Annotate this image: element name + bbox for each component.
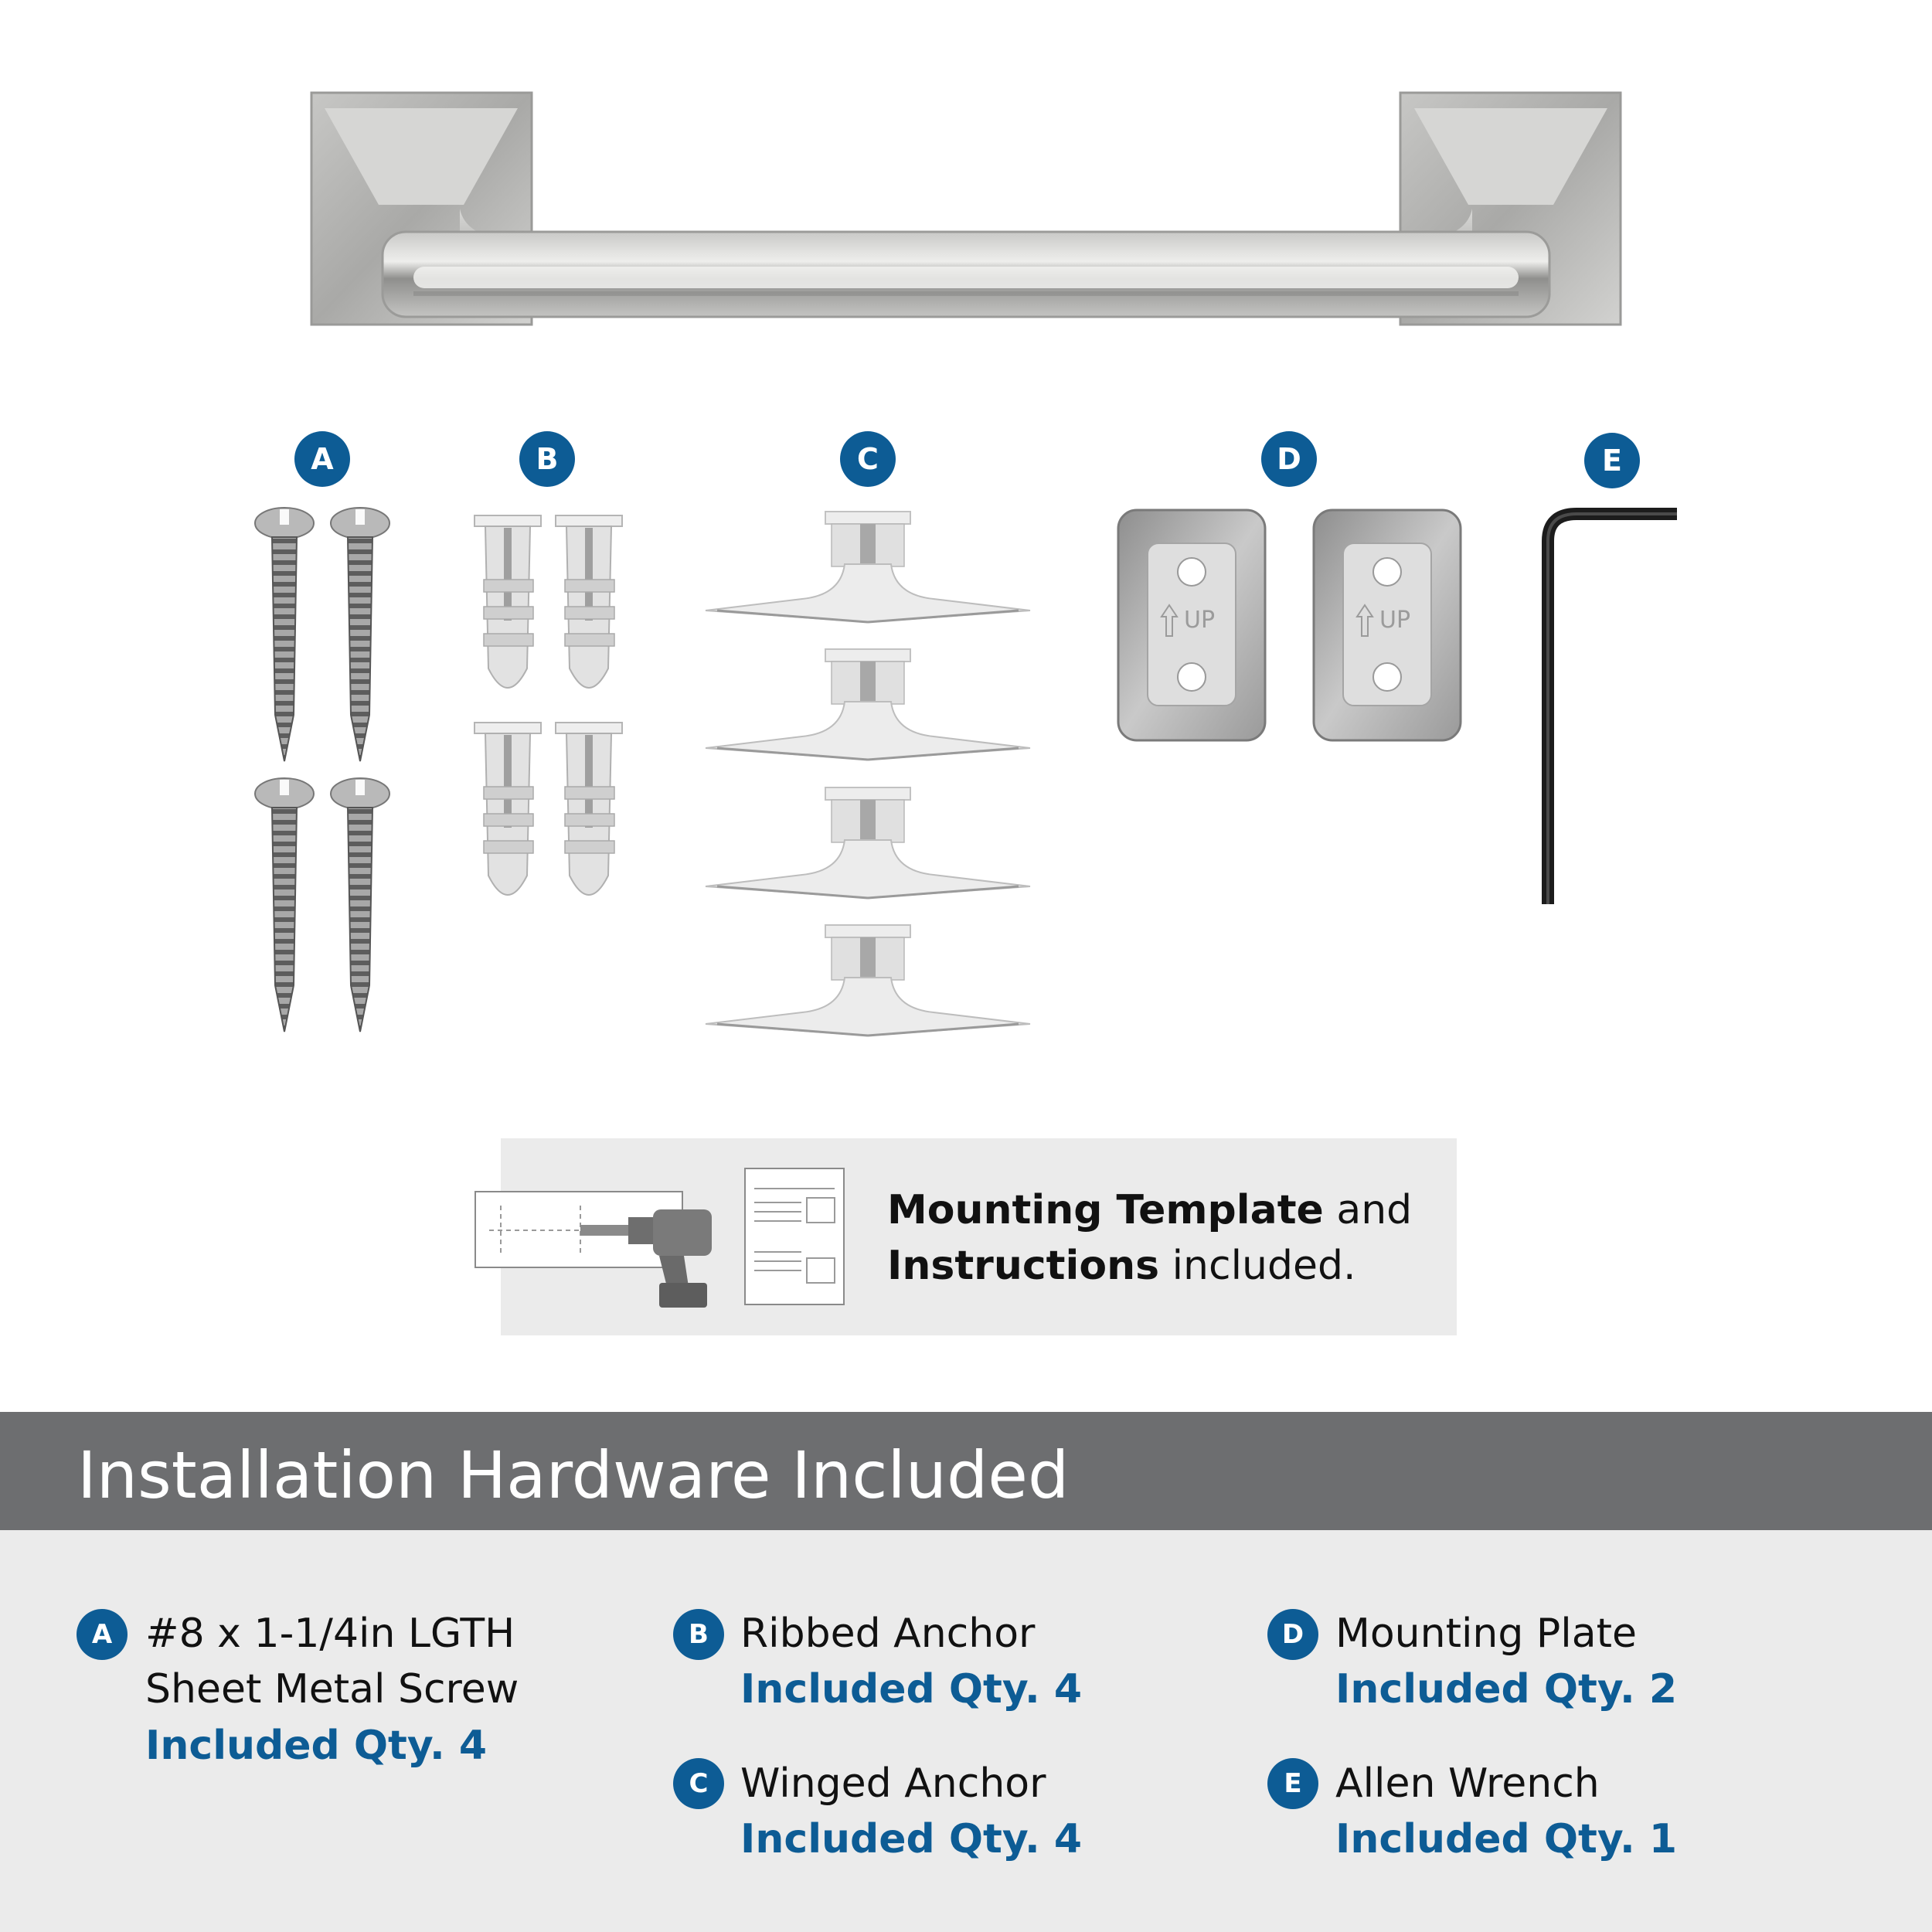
legend-badge-c: C xyxy=(673,1758,724,1809)
ribbed-anchors-image xyxy=(473,514,628,912)
legend-a-line-1: #8 x 1-1/4in LGTH xyxy=(145,1611,515,1657)
legend-badge-a: A xyxy=(77,1609,128,1660)
badge-d: D xyxy=(1261,431,1317,487)
legend-e-line-1: Allen Wrench xyxy=(1335,1760,1600,1807)
legend-c-qty: Included Qty. 4 xyxy=(740,1816,1083,1862)
template-bold-1: Mounting Template xyxy=(887,1187,1324,1233)
badge-b: B xyxy=(519,431,575,487)
legend-b-line-1: Ribbed Anchor xyxy=(740,1611,1036,1657)
allen-wrench-image xyxy=(1542,506,1681,908)
legend-b-qty: Included Qty. 4 xyxy=(740,1666,1083,1713)
section-title: Installation Hardware Included xyxy=(77,1437,1070,1513)
instructions-document-icon xyxy=(743,1167,845,1306)
badge-a: A xyxy=(294,431,350,487)
template-text-2: included. xyxy=(1159,1243,1356,1289)
drill-icon xyxy=(474,1190,713,1310)
mounting-plates-image xyxy=(1117,509,1464,742)
screws-image xyxy=(247,506,402,1039)
legend-c-line-1: Winged Anchor xyxy=(740,1760,1046,1807)
template-text-1: and xyxy=(1323,1187,1413,1233)
plate-up-label: UP xyxy=(1184,607,1216,634)
legend-d-line-1: Mounting Plate xyxy=(1335,1611,1637,1657)
legend-badge-e: E xyxy=(1267,1758,1318,1809)
legend-d-qty: Included Qty. 2 xyxy=(1335,1666,1678,1713)
plate-up-label: UP xyxy=(1379,607,1411,634)
badge-c: C xyxy=(840,431,896,487)
legend-a-qty: Included Qty. 4 xyxy=(145,1723,488,1769)
template-bold-2: Instructions xyxy=(887,1243,1160,1289)
winged-anchors-image xyxy=(702,510,1034,1039)
template-caption xyxy=(887,1182,1412,1294)
badge-e: E xyxy=(1584,433,1640,488)
legend-e-qty: Included Qty. 1 xyxy=(1335,1816,1678,1862)
grab-bar-image xyxy=(309,89,1623,332)
legend-badge-d: D xyxy=(1267,1609,1318,1660)
legend-badge-b: B xyxy=(673,1609,724,1660)
legend-a-line-2: Sheet Metal Screw xyxy=(145,1666,519,1713)
